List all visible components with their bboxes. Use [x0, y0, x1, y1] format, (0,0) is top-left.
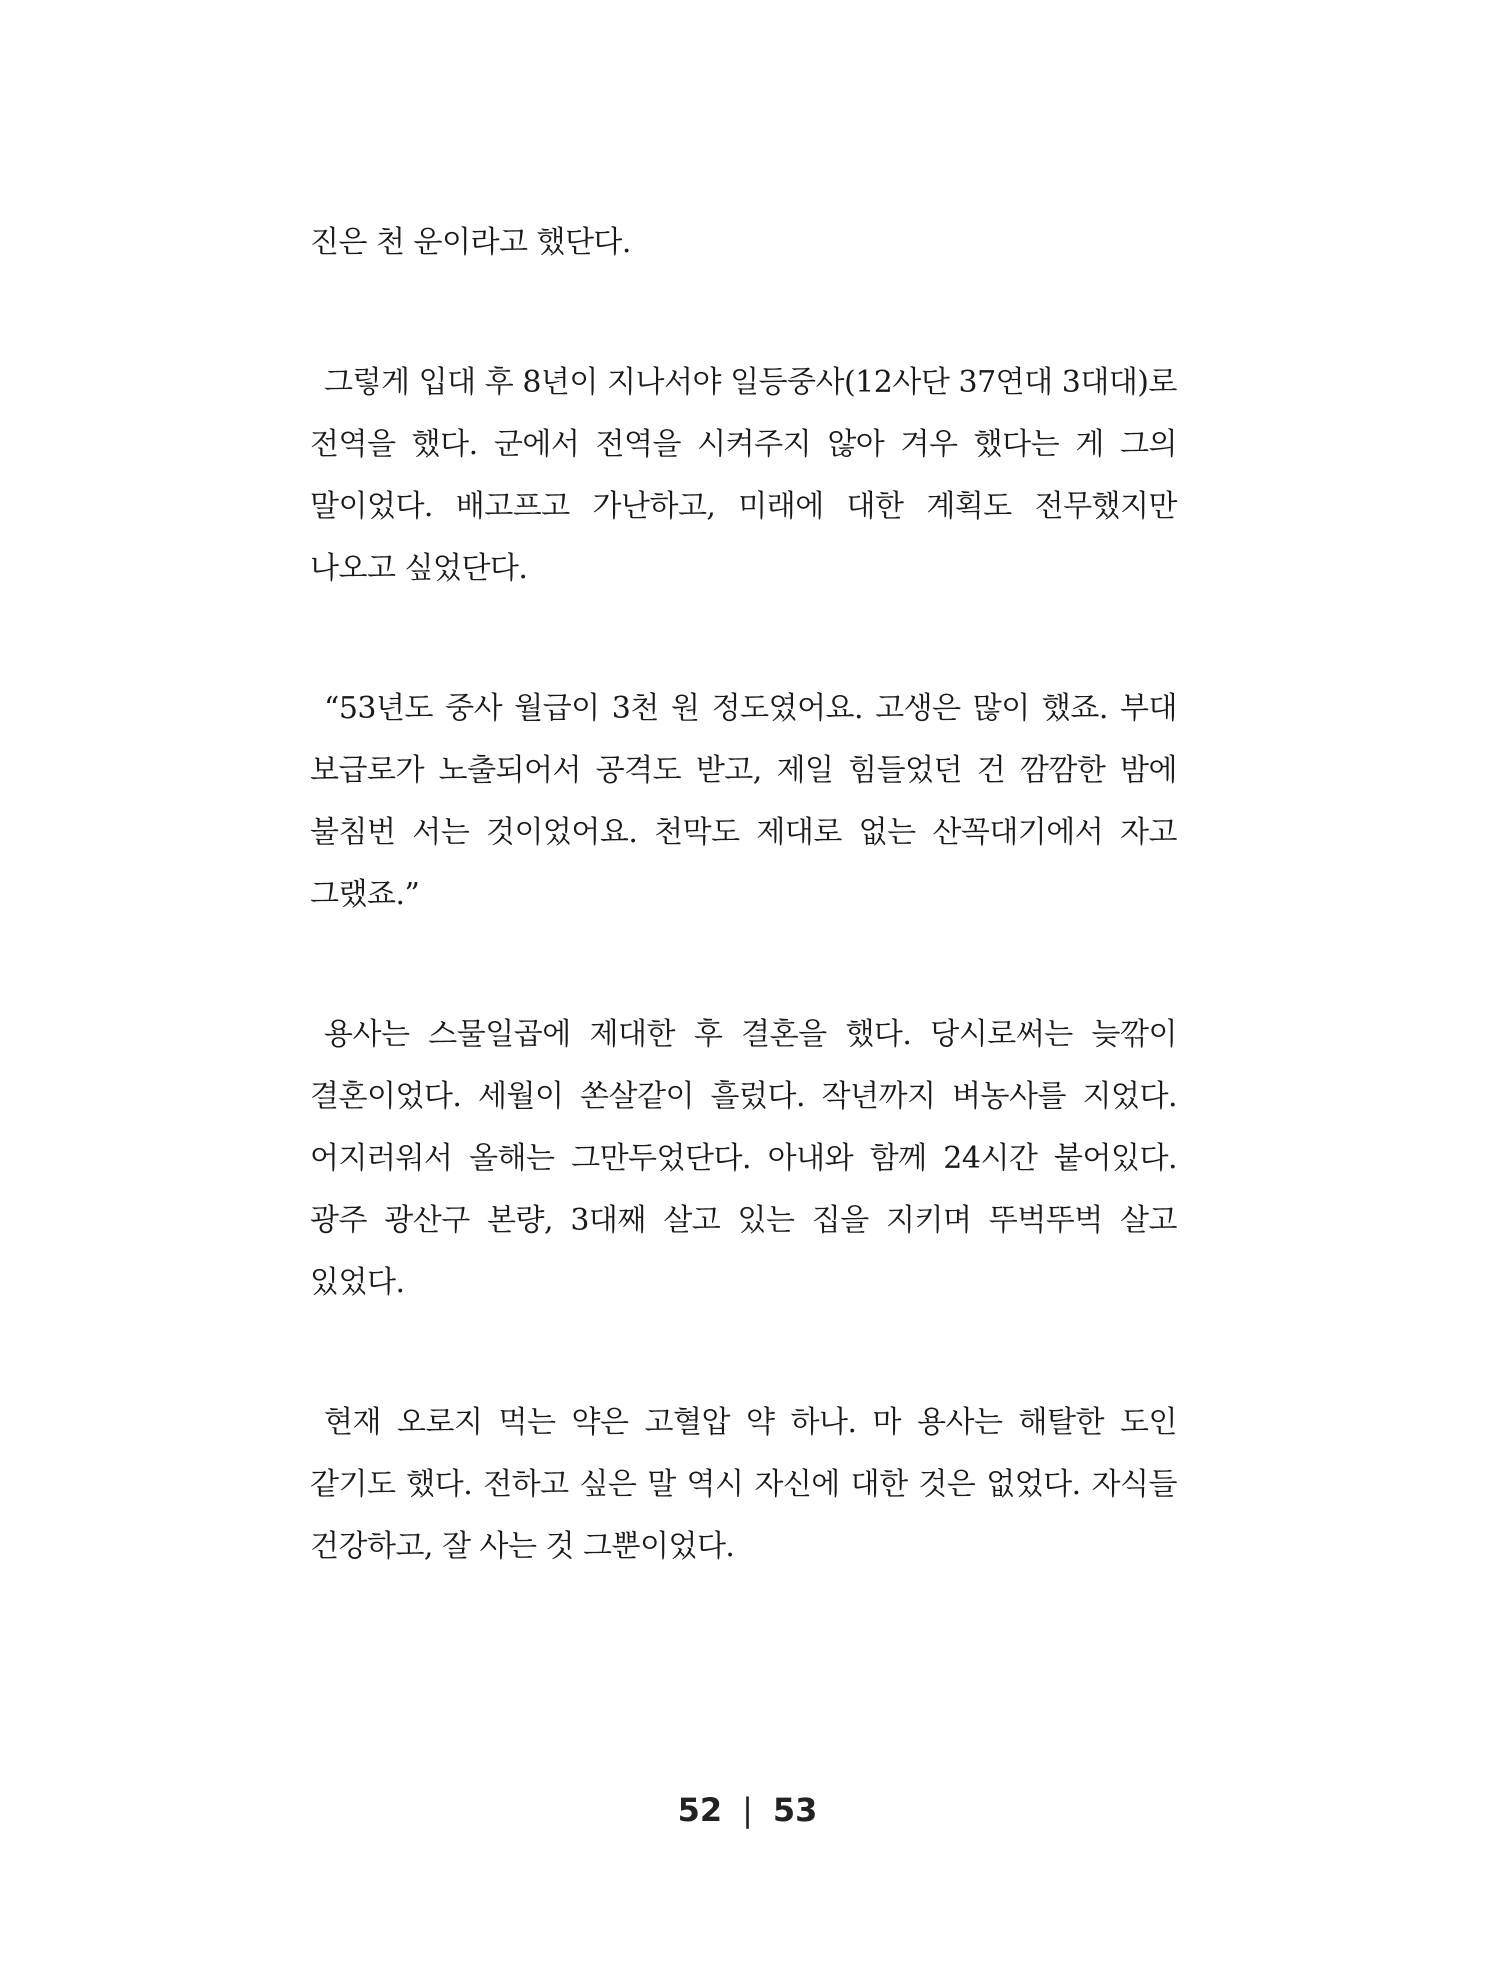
page-number-separator: | — [742, 1791, 753, 1829]
paragraph-2: 그렇게 입대 후 8년이 지나서야 일등중사(12사단 37연대 3대대)로 전역을 했다. 군에서 전역을 시켜주지 않아 겨우 했다는 게 그의 말이었다. 배고프고 가난하고, 미래에 대한 계획도 전무했지만 나오고 싶었단다. — [310, 365, 1177, 586]
page-number-right: 53 — [772, 1791, 818, 1829]
page-number-left: 52 — [677, 1791, 723, 1829]
body-text — [310, 212, 1177, 1656]
paragraph-4: 용사는 스물일곱에 제대한 후 결혼을 했다. 당시로써는 늦깎이 결혼이었다. 세월이 쏜살같이 흘렀다. 작년까지 벼농사를 지었다. 어지러워서 올해는 그만두었단다. 아내와 함께 24시간 붙어있다. 광주 광산구 본량, 3대째 살고 있는 집을 지키며 뚜벅뚜벅 살고 있었다. — [310, 1017, 1177, 1300]
page-numbers — [0, 1790, 1495, 1830]
paragraph-5: 현재 오로지 먹는 약은 고혈압 약 하나. 마 용사는 해탈한 도인 같기도 했다. 전하고 싶은 말 역시 자신에 대한 것은 없었다. 자식들 건강하고, 잘 사는 것 그뿐이었다. — [310, 1405, 1177, 1564]
paragraph-1: 진은 천 운이라고 했단다. — [310, 225, 631, 260]
paragraph-3-quote: “53년도 중사 월급이 3천 원 정도였어요. 고생은 많이 했죠. 부대 보급로가 노출되어서 공격도 받고, 제일 힘들었던 건 깜깜한 밤에 불침번 서는 것이었어요. 천막도 제대로 없는 산꼭대기에서 자고 그랬죠.” — [310, 691, 1177, 912]
